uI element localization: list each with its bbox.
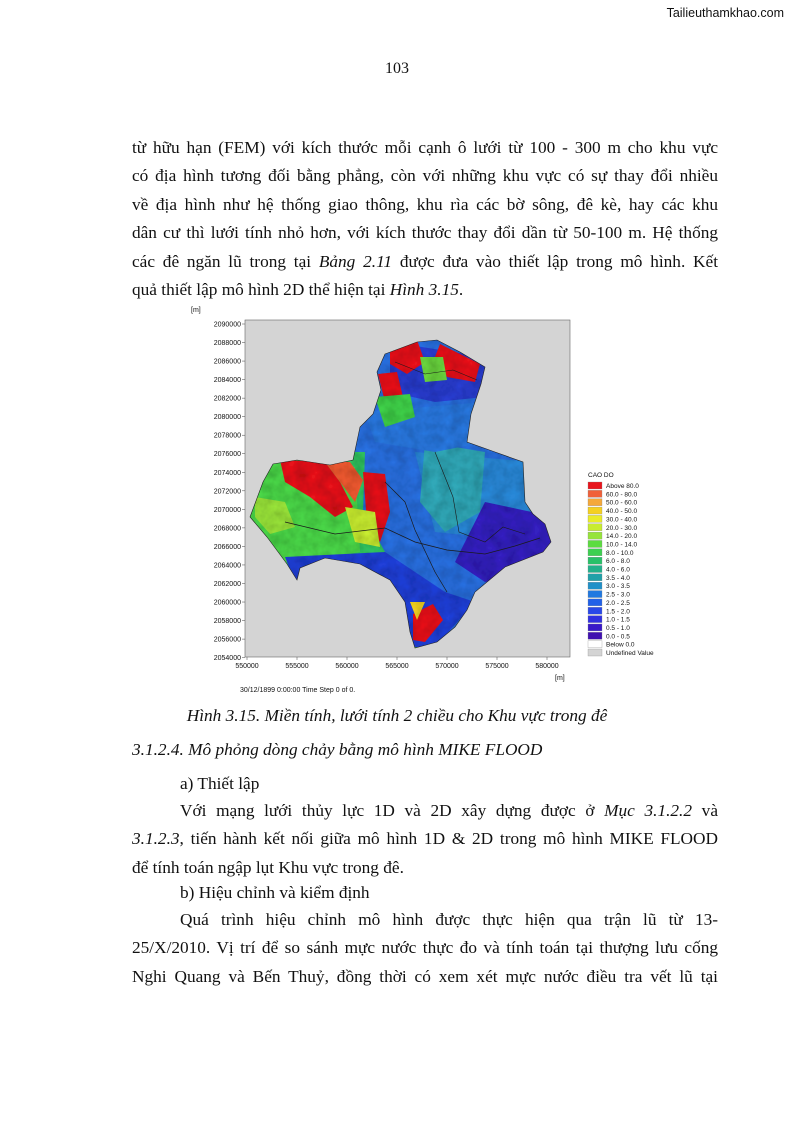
- x-tick-label: 580000: [535, 663, 559, 670]
- legend-swatch: [588, 649, 602, 656]
- legend-label: 8.0 - 10.0: [606, 549, 634, 557]
- y-tick-label: 2070000: [213, 506, 241, 514]
- y-tick-label: 2064000: [213, 562, 241, 570]
- legend-label: Undefined Value: [606, 650, 654, 657]
- legend-label: 60.0 - 80.0: [606, 491, 638, 499]
- text-line: có địa hình tương đối bằng phẳng, còn với những khu vực có sự thay đổi nhiều: [132, 166, 718, 186]
- x-axis-unit: [m]: [555, 675, 565, 682]
- legend-label: 0.0 - 0.5: [606, 633, 630, 641]
- legend-swatch: [588, 499, 602, 506]
- y-tick-label: 2054000: [213, 655, 241, 663]
- legend-label: 4.0 - 6.0: [606, 566, 630, 574]
- y-tick-label: 2074000: [213, 469, 241, 477]
- subheading-setup: a) Thiết lập: [180, 774, 260, 793]
- y-tick-label: 2078000: [213, 432, 241, 440]
- paragraph-3: [132, 906, 718, 991]
- legend-swatch: [588, 566, 602, 573]
- x-axis-ticks: [235, 657, 558, 670]
- legend-label: Below 0.0: [606, 641, 635, 649]
- figure-3-15-map: [185, 302, 675, 697]
- legend-label: 2.0 - 2.5: [606, 599, 630, 607]
- text-line: Quá trình hiệu chỉnh mô hình được thực hiện qua trận lũ từ 13-: [180, 910, 718, 929]
- timestamp: 30/12/1899 0:00:00 Time Step 0 of 0.: [240, 687, 356, 694]
- legend-label: 50.0 - 60.0: [606, 499, 638, 507]
- paragraph-2: [132, 797, 718, 882]
- legend-label: 3.0 - 3.5: [606, 583, 630, 591]
- legend-swatch: [588, 591, 602, 598]
- y-tick-label: 2066000: [213, 543, 241, 551]
- legend-swatch: [588, 599, 602, 606]
- y-tick-label: 2090000: [213, 321, 241, 329]
- section-reference: Mục 3.1.2.2: [604, 801, 693, 820]
- text-line: về địa hình như hệ thống giao thông, khu rìa các bờ sông, đê kè, hay các khu: [132, 194, 718, 214]
- text-line: dân cư thì lưới tính nhỏ hơn, với kích thước thay đổi dần từ 50-100 m. Hệ thống: [132, 223, 718, 243]
- legend-swatch: [588, 507, 602, 514]
- y-tick-label: 2088000: [213, 340, 241, 348]
- legend-title: CAO DO: [588, 472, 614, 479]
- legend-swatch: [588, 549, 602, 556]
- legend-label: 30.0 - 40.0: [606, 516, 638, 524]
- page-number: 103: [385, 60, 409, 77]
- legend-label: 14.0 - 20.0: [606, 533, 638, 541]
- text-line: Với mạng lưới thủy lực 1D và 2D xây dựng được ở Mục 3.1.2.2 và: [180, 801, 718, 820]
- x-tick-label: 575000: [485, 663, 509, 670]
- legend-swatch: [588, 641, 602, 648]
- text-line: Nghi Quang và Bến Thuỷ, đồng thời có xem xét mực nước điều tra vết lũ tại: [132, 966, 718, 986]
- legend-label: 40.0 - 50.0: [606, 508, 638, 516]
- text-line: quả thiết lập mô hình 2D thể hiện tại Hình 3.15.: [132, 280, 464, 300]
- y-tick-label: 2062000: [213, 580, 241, 588]
- subheading-calibration: b) Hiệu chỉnh và kiểm định: [180, 883, 370, 902]
- legend-label: 1.0 - 1.5: [606, 616, 630, 624]
- legend-swatch: [588, 557, 602, 564]
- text-line: từ hữu hạn (FEM) với kích thước mỗi cạnh ô lưới từ 100 - 300 m cho khu vực: [132, 138, 718, 157]
- x-tick-label: 550000: [235, 663, 259, 670]
- text-line: để tính toán ngập lụt Khu vực trong đê.: [132, 857, 404, 877]
- text-line: 3.1.2.3, tiến hành kết nối giữa mô hình 1D & 2D trong mô hình MIKE FLOOD: [132, 829, 718, 849]
- y-tick-label: 2068000: [213, 525, 241, 533]
- legend-label: 2.5 - 3.0: [606, 591, 630, 599]
- figure-reference: Hình 3.15: [389, 280, 459, 300]
- legend-swatch: [588, 624, 602, 631]
- y-tick-label: 2058000: [213, 618, 241, 626]
- legend: [588, 482, 654, 657]
- table-reference: Bảng 2.11: [318, 251, 393, 271]
- y-tick-label: 2076000: [213, 451, 241, 459]
- y-tick-label: 2060000: [213, 599, 241, 607]
- y-tick-label: 2082000: [213, 395, 241, 403]
- paragraph-1: [132, 134, 718, 304]
- legend-label: 0.5 - 1.0: [606, 624, 630, 632]
- text-line: các đê ngăn lũ trong tại Bảng 2.11 được đưa vào thiết lập trong mô hình. Kết: [132, 251, 718, 271]
- legend-swatch: [588, 616, 602, 623]
- x-tick-label: 555000: [285, 663, 309, 670]
- text-line: 25/X/2010. Vị trí để so sánh mực nước thực đo và tính toán tại thượng lưu cống: [132, 938, 718, 958]
- x-tick-label: 570000: [435, 663, 459, 670]
- legend-swatch: [588, 515, 602, 522]
- legend-label: 6.0 - 8.0: [606, 558, 630, 566]
- y-tick-label: 2086000: [213, 358, 241, 366]
- watermark: Tailieuthamkhao.com: [666, 6, 784, 20]
- y-tick-label: 2056000: [213, 636, 241, 644]
- y-tick-label: 2080000: [213, 414, 241, 422]
- x-tick-label: 560000: [335, 663, 359, 670]
- legend-swatch: [588, 524, 602, 531]
- legend-label: 10.0 - 14.0: [606, 541, 638, 549]
- figure-caption: Hình 3.15. Miền tính, lưới tính 2 chiều cho Khu vực trong đê: [186, 706, 608, 725]
- legend-swatch: [588, 574, 602, 581]
- legend-swatch: [588, 490, 602, 497]
- section-heading: 3.1.2.4. Mô phỏng dòng chảy bằng mô hình MIKE FLOOD: [132, 740, 543, 759]
- y-tick-label: 2084000: [213, 377, 241, 385]
- legend-label: 3.5 - 4.0: [606, 574, 630, 582]
- y-axis-unit: [m]: [191, 307, 201, 314]
- legend-label: 20.0 - 30.0: [606, 524, 638, 532]
- x-tick-label: 565000: [385, 663, 409, 670]
- legend-swatch: [588, 582, 602, 589]
- legend-swatch: [588, 632, 602, 639]
- legend-swatch: [588, 540, 602, 547]
- terrain-map: [185, 302, 675, 697]
- y-axis-ticks: [214, 322, 245, 663]
- y-tick-label: 2072000: [213, 488, 241, 496]
- legend-label: Above 80.0: [606, 483, 639, 490]
- legend-swatch: [588, 482, 602, 489]
- legend-swatch: [588, 532, 602, 539]
- legend-label: 1.5 - 2.0: [606, 608, 630, 616]
- section-reference: 3.1.2.3: [132, 829, 180, 849]
- legend-swatch: [588, 607, 602, 614]
